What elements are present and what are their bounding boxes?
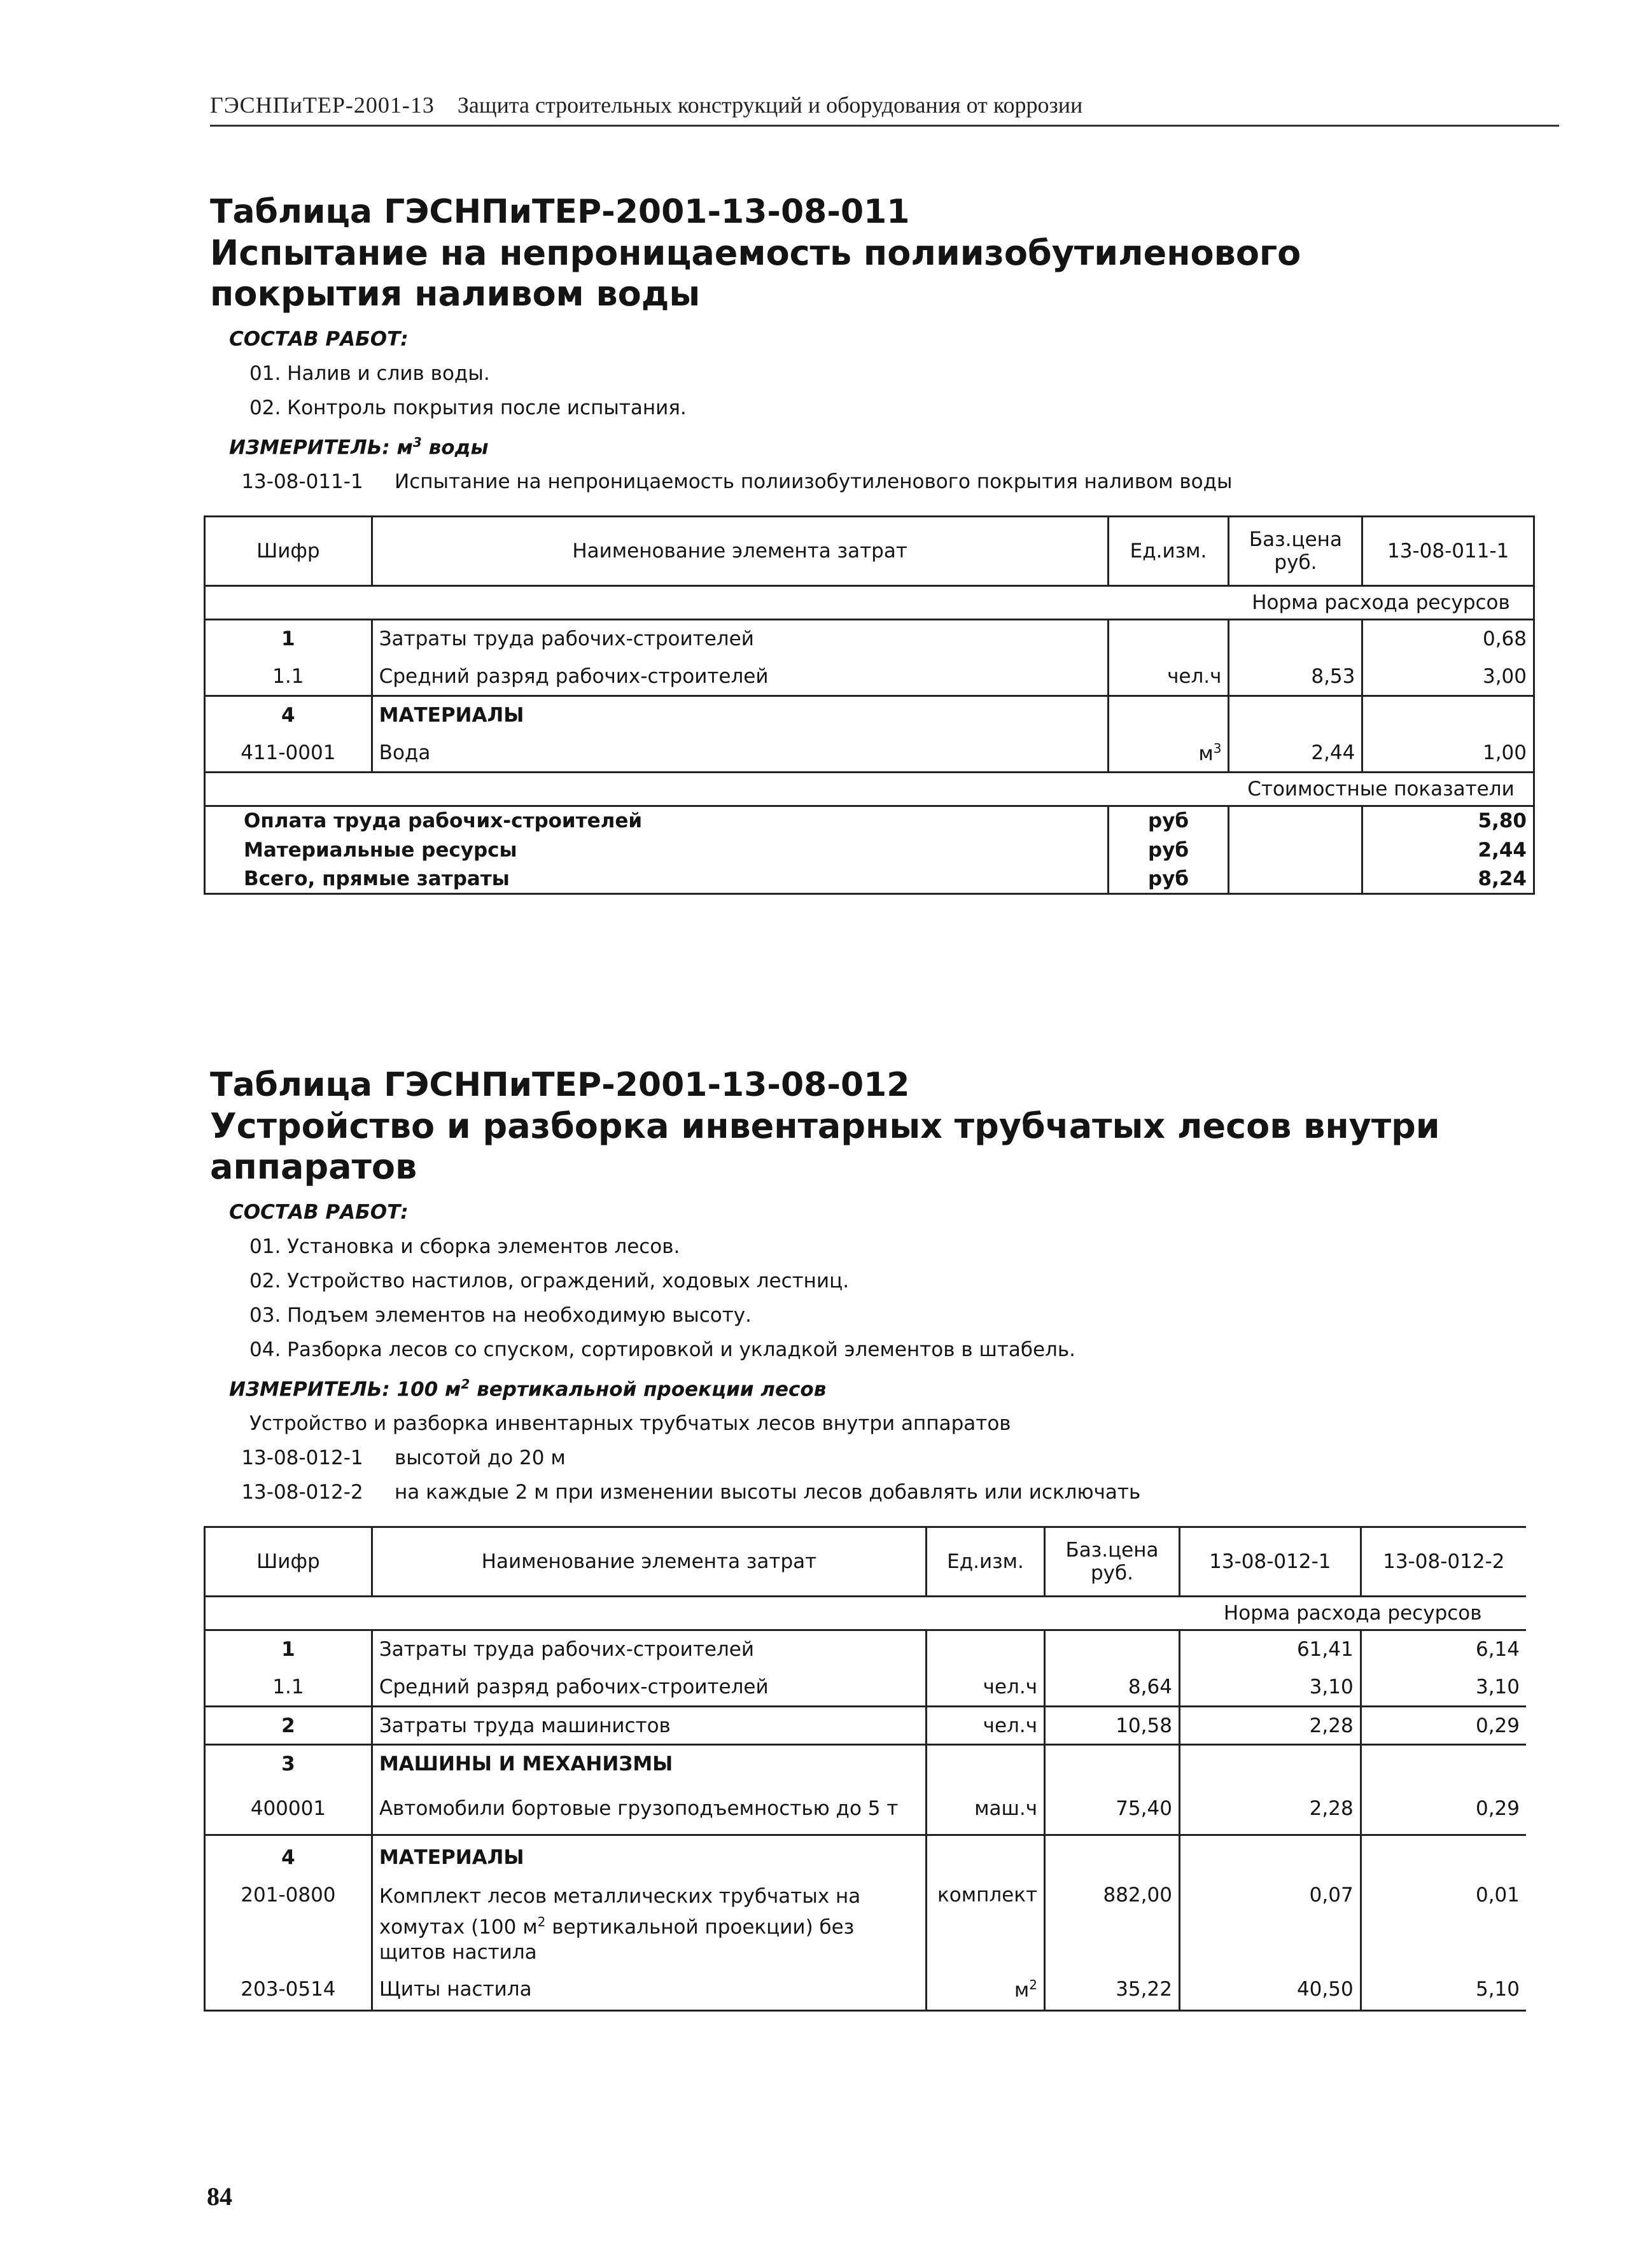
header-column-code: 13-08-011-1 <box>1362 517 1534 586</box>
table2-work-item: 01. Установка и сборка элементов лесов. <box>249 1235 680 1258</box>
table1-subtitle: Испытание на непроницаемость полиизобутиленового покрытия наливом воды <box>210 233 1301 314</box>
table2-title: Таблица ГЭСНПиТЕР-2001-13-08-012 <box>210 1066 910 1104</box>
table1-work-item: 01. Налив и слив воды. <box>249 362 490 385</box>
table1 <box>204 515 1535 895</box>
table2-code-line: 13-08-012-1 высотой до 20 м <box>241 1446 566 1470</box>
cost-label: Стоимостные показатели <box>1229 773 1534 806</box>
page-number: 84 <box>207 2182 232 2211</box>
header-title: Защита строительных конструкций и оборудования от коррозии <box>457 92 1083 118</box>
total-row: Материальные ресурсы руб 2,44 <box>205 836 1534 865</box>
table-row: 1 Затраты труда рабочих-строителей 0,68 <box>205 620 1534 658</box>
total-row: Оплата труда рабочих-строителей руб 5,80 <box>205 806 1534 836</box>
table1-meter: ИЗМЕРИТЕЛЬ: $м^3$ воды <box>229 435 489 459</box>
code: 13-08-011-1 <box>241 470 363 494</box>
table-header-row: Шифр Наименование элемента затрат Ед.изм. Баз.цена руб. 13-08-012-1 13-08-012-2 <box>205 1527 1527 1597</box>
norm-label: Норма расхода ресурсов <box>1229 586 1534 620</box>
table1-works-label: СОСТАВ РАБОТ: <box>229 328 409 351</box>
table2-meter: ИЗМЕРИТЕЛЬ: 100 $м^2$ вертикальной проекции лесов <box>229 1376 827 1401</box>
header-price: Баз.цена руб. <box>1229 517 1362 586</box>
table2-subtitle: Устройство и разборка инвентарных трубчатых лесов внутри аппаратов <box>210 1106 1440 1187</box>
table1-code-line <box>210 465 1597 499</box>
table-row: 3 МАШИНЫ И МЕХАНИЗМЫ <box>205 1745 1527 1783</box>
header-code: ГЭСНПиТЕР-2001-13 <box>210 92 435 118</box>
table1-work-item: 02. Контроль покрытия после испытания. <box>249 396 687 419</box>
table2-work-item: 02. Устройство настилов, ограждений, ходовых лестниц. <box>249 1270 850 1292</box>
table-row: 203-0514 Щиты настила $м^2$ 35,22 40,50 5,10 <box>205 1969 1527 2011</box>
table-row: 1.1 Средний разряд рабочих-строителей чел.ч 8,53 3,00 <box>205 658 1534 696</box>
table-header-row <box>205 517 1534 586</box>
table2 <box>204 1526 1526 2012</box>
norm-row: Норма расхода ресурсов <box>205 1597 1527 1630</box>
table1-title: Таблица ГЭСНПиТЕР-2001-13-08-011 <box>210 193 910 231</box>
table-row: 411-0001 Вода $м^3$ 2,44 1,00 <box>205 734 1534 773</box>
table2-work-item: 03. Подъем элементов на необходимую высоту. <box>249 1304 752 1327</box>
running-header <box>210 92 1559 127</box>
cost-row <box>205 773 1534 806</box>
table2-group-description: Устройство и разборка инвентарных трубчатых лесов внутри аппаратов <box>249 1412 1011 1436</box>
header-unit: Ед.изм. <box>1108 517 1229 586</box>
table2-code-line: 13-08-012-2 на каждые 2 м при изменении высоты лесов добавлять или исключать <box>241 1481 1141 1504</box>
table-row: 2 Затраты труда машинистов чел.ч 10,58 2,28 0,29 <box>205 1707 1527 1745</box>
header-cipher: Шифр <box>205 517 372 586</box>
table2-work-item: 04. Разборка лесов со спуском, сортировкой и укладкой элементов в штабель. <box>249 1338 1075 1361</box>
table2-works-label: СОСТАВ РАБОТ: <box>229 1201 409 1224</box>
total-row: Всего, прямые затраты руб 8,24 <box>205 865 1534 894</box>
table-row: 1.1 Средний разряд рабочих-строителей чел.ч 8,64 3,10 3,10 <box>205 1669 1527 1707</box>
table-row: 4 МАТЕРИАЛЫ <box>205 696 1534 734</box>
table1-heading <box>210 191 1597 499</box>
table-row: 4 МАТЕРИАЛЫ <box>205 1835 1527 1880</box>
code-description: Испытание на непроницаемость полиизобутиленового покрытия наливом воды <box>395 470 1233 494</box>
table2-heading <box>210 1064 1597 1509</box>
header-name: Наименование элемента затрат <box>372 517 1108 586</box>
table-row: 400001 Автомобили бортовые грузоподъемностью до 5 т маш.ч 75,40 2,28 0,29 <box>205 1783 1527 1835</box>
table-row: 201-0800 Комплект лесов металлических трубчатых на хомутах (100 $м^2$ вертикальной проекции) без щитов настила комплект 882,00 0,07 0,01 <box>205 1880 1527 1969</box>
norm-row <box>205 586 1534 620</box>
table-row: 1 Затраты труда рабочих-строителей 61,41 6,14 <box>205 1630 1527 1669</box>
